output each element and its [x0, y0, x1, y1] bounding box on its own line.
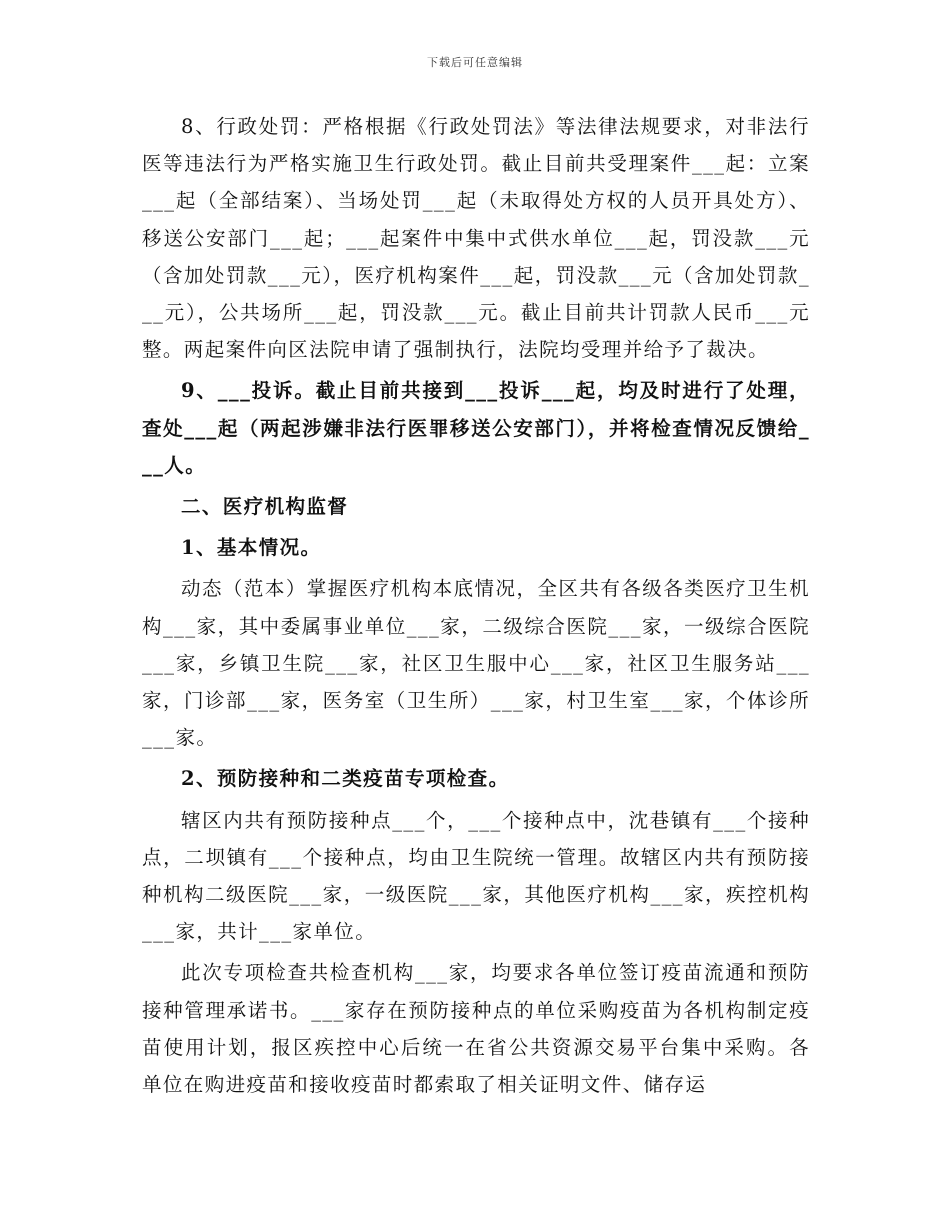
paragraph-complaints: 9、___投诉。截止目前共接到___投诉___起，均及时进行了处理，查处___起（两起涉嫌非法行医罪移送公安部门），并将检查情况反馈给___人。: [142, 379, 810, 477]
paragraph-vaccination-inspection-details: 此次专项检查共检查机构___家，均要求各单位签订疫苗流通和预防接种管理承诺书。___家存在预防接种点的单位采购疫苗为各机构制定疫苗使用计划，报区疾控中心后统一在省公共资源交易平台集中采购。各单位在购进疫苗和接收疫苗时都索取了相关证明文件、储存运: [142, 961, 810, 1097]
document-body: [142, 108, 810, 1103]
subheading-basic-situation: 1、基本情况。: [181, 536, 322, 560]
section-heading-medical-institution-supervision: 二、医疗机构监督: [181, 495, 349, 519]
subheading-vaccination-inspection: 2、预防接种和二类疫苗专项检查。: [181, 767, 510, 791]
paragraph-basic-situation: 动态（范本）掌握医疗机构本底情况，全区共有各级各类医疗卫生机构___家，其中委属事业单位___家，二级综合医院___家，一级综合医院___家，乡镇卫生院___家，社区卫生服中心___家，社区卫生服务站___家，门诊部___家，医务室（卫生所）___家，村卫生室___家，个体诊所___家。: [142, 577, 810, 750]
paragraph-administrative-penalty: 8、行政处罚：严格根据《行政处罚法》等法律法规要求，对非法行医等违法行为严格实施卫生行政处罚。截止目前共受理案件___起：立案___起（全部结案）、当场处罚___起（未取得处方权的人员开具处方）、移送公安部门___起；___起案件中集中式供水单位___起，罚没款___元（含加处罚款___元），医疗机构案件___起，罚没款___元（含加处罚款___元），公共场所___起，罚没款___元。截止目前共计罚款人民币___元整。两起案件向区法院申请了强制执行，法院均受理并给予了裁决。: [142, 115, 810, 362]
page-header: 下载后可任意编辑: [427, 56, 523, 69]
paragraph-vaccination-points: 辖区内共有预防接种点___个，___个接种点中，沈巷镇有___个接种点，二坝镇有___个接种点，均由卫生院统一管理。故辖区内共有预防接种机构二级医院___家，一级医院___家，其他医疗机构___家，疾控机构___家，共计___家单位。: [142, 808, 810, 944]
